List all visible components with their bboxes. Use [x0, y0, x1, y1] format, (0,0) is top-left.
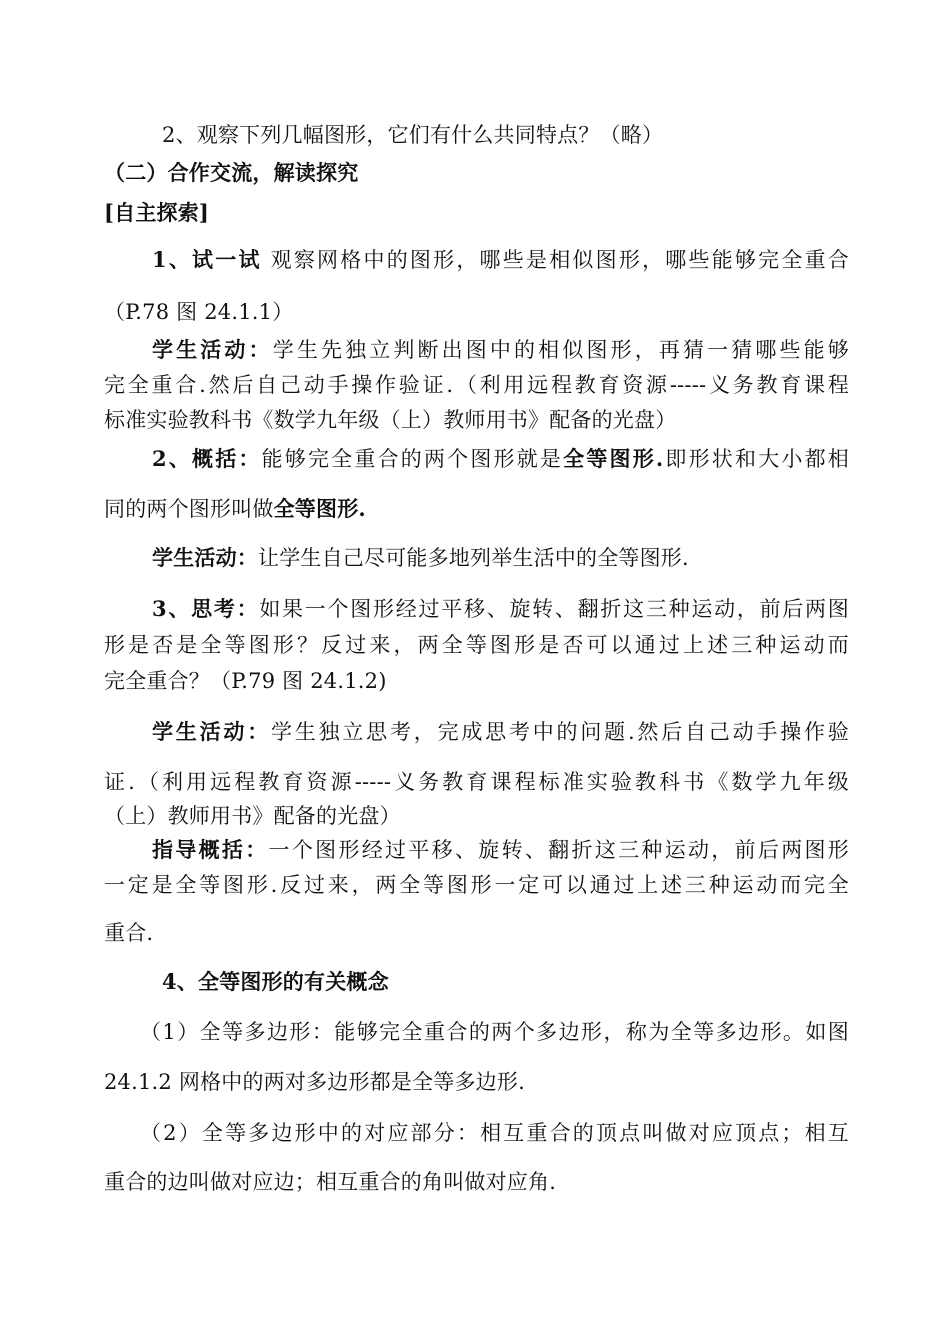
try-paragraph: 1、试一试 观察网格中的图形，哪些是相似图形，哪些能够完全重合 [152, 247, 849, 272]
summary-label: 2、概括： [152, 446, 262, 471]
summary-line2: 同的两个图形叫做全等图形. [104, 496, 366, 521]
activity-1-line2: 完全重合.然后自己动手操作验证.（利用远程教育资源-----义务教育课程 [104, 373, 849, 397]
concept-1-line2: 24.1.2 网格中的两对多边形都是全等多边形. [104, 1070, 525, 1094]
congruent-term-2: 全等图形. [273, 496, 366, 521]
concept-2-line2: 重合的边叫做对应边；相互重合的角叫做对应角. [104, 1170, 557, 1194]
activity-label: 学生活动： [152, 545, 258, 570]
try-reference: （P.78 图 24.1.1） [104, 300, 294, 324]
think-label: 3、思考： [152, 596, 260, 621]
activity-3-line3: （上）教师用书》配备的光盘） [104, 804, 401, 828]
try-label: 1、试一试 [152, 247, 262, 272]
concept-2: （2）全等多边形中的对应部分：相互重合的顶点叫做对应顶点；相互 [140, 1121, 849, 1145]
concept-1: （1）全等多边形：能够完全重合的两个多边形，称为全等多边形。如图 [140, 1020, 849, 1044]
bracket-title: [自主探索] [104, 200, 210, 225]
guide-label: 指导概括： [152, 837, 269, 862]
activity-label: 学生活动： [152, 719, 271, 744]
activity-3: 学生活动：学生独立思考，完成思考中的问题.然后自己动手操作验 [152, 719, 849, 744]
activity-1: 学生活动：学生先独立判断出图中的相似图形，再猜一猜哪些能够 [152, 337, 849, 362]
activity-1-line3: 标准实验教科书《数学九年级（上）教师用书》配备的光盘） [104, 408, 677, 432]
congruent-term: 全等图形. [563, 446, 664, 471]
guide-line2: 一定是全等图形.反过来，两全等图形一定可以通过上述三种运动而完全 [104, 873, 849, 897]
activity-3-line2: 证.（利用远程教育资源-----义务教育课程标准实验教科书《数学九年级 [104, 770, 849, 794]
observe-line: 2、观察下列几幅图形，它们有什么共同特点？（略） [162, 123, 664, 147]
think-line3: 完全重合？（P.79 图 24.1.2) [104, 669, 387, 693]
guide-paragraph: 指导概括：一个图形经过平移、旋转、翻折这三种运动，前后两图形 [152, 837, 850, 862]
think-paragraph: 3、思考：如果一个图形经过平移、旋转、翻折这三种运动，前后两图 [152, 596, 849, 621]
guide-line3: 重合. [104, 921, 154, 945]
section-heading: （二）合作交流，解读探究 [104, 160, 359, 185]
summary-paragraph: 2、概括：能够完全重合的两个图形就是全等图形.即形状和大小都相 [152, 446, 849, 471]
activity-label: 学生活动： [152, 337, 273, 362]
concepts-heading: 4、全等图形的有关概念 [162, 969, 389, 994]
think-line2: 形是否是全等图形？反过来，两全等图形是否可以通过上述三种运动而 [104, 633, 849, 657]
activity-2: 学生活动：让学生自己尽可能多地列举生活中的全等图形. [152, 545, 689, 570]
